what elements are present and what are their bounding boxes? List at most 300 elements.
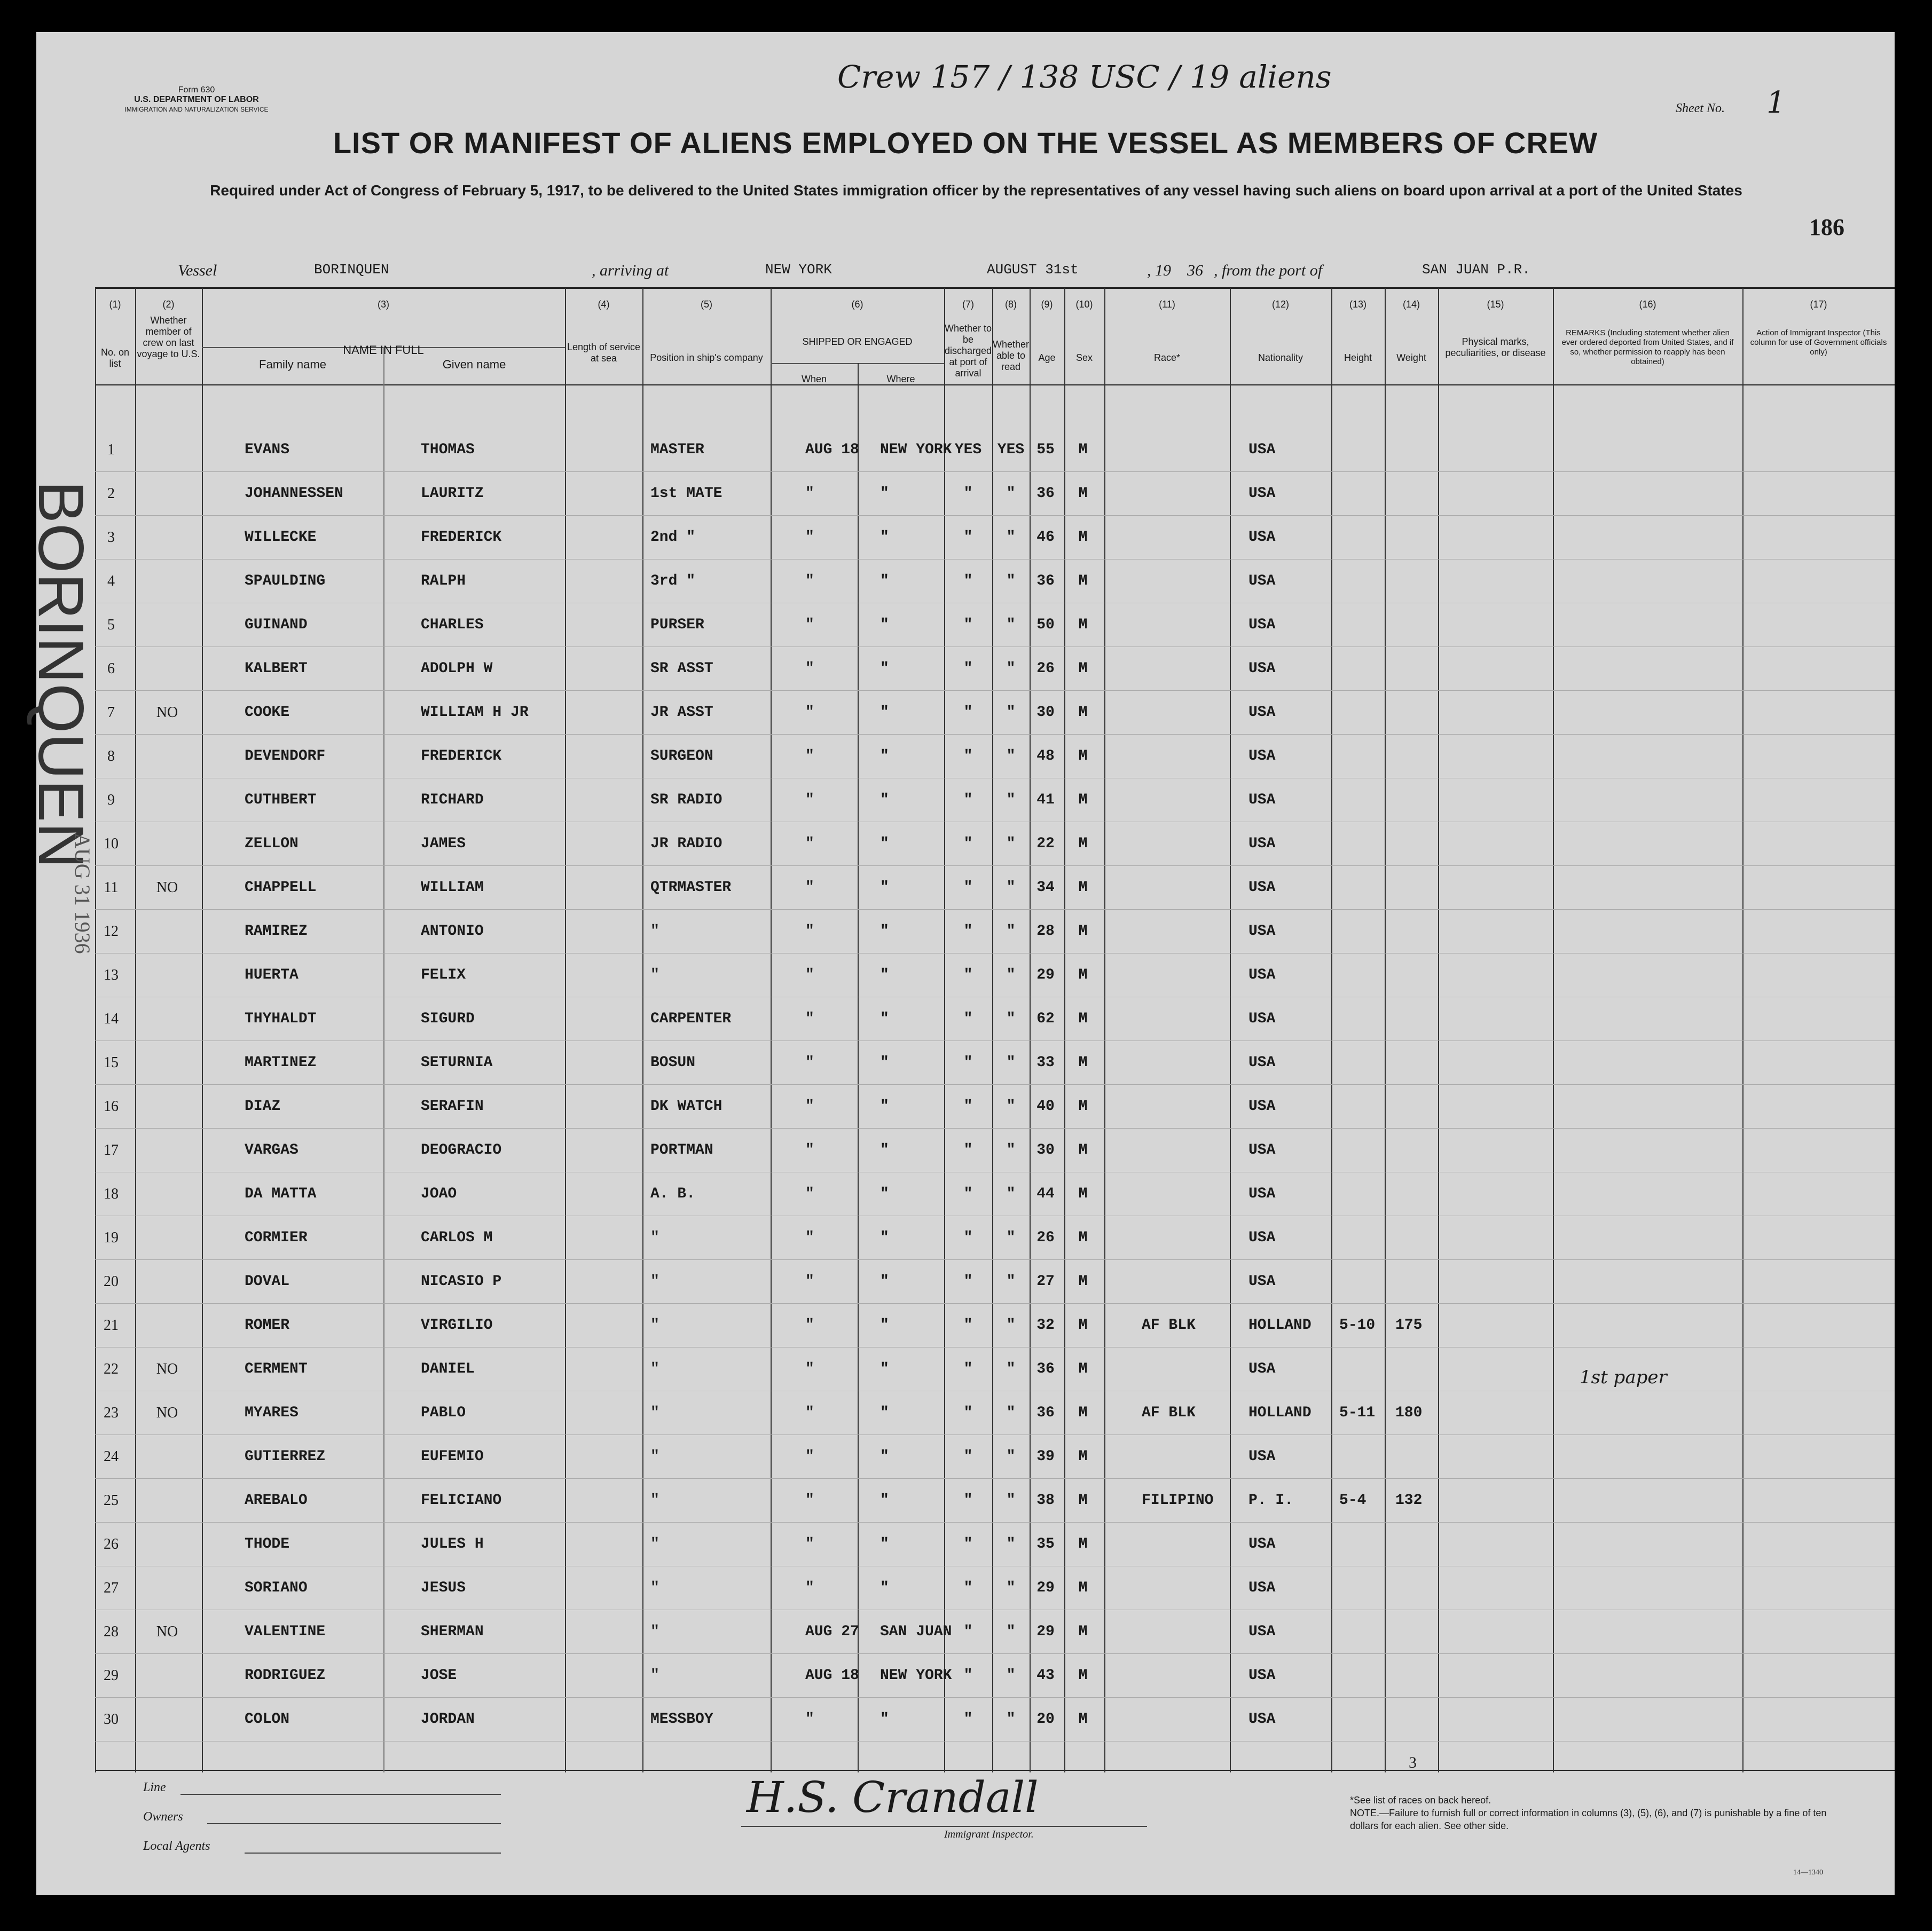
cell-family-name: GUINAND bbox=[245, 617, 308, 633]
cell-family-name: GUTIERREZ bbox=[245, 1448, 326, 1465]
table-row bbox=[36, 1218, 1895, 1260]
cell-sex: M bbox=[1078, 1492, 1088, 1509]
manifest-sheet bbox=[25, 32, 1895, 1895]
cell-age: 48 bbox=[1036, 748, 1055, 764]
cell-weight: 132 bbox=[1395, 1492, 1423, 1509]
cell-position: MESSBOY bbox=[650, 1711, 713, 1728]
cell-shipped-when: " bbox=[805, 1492, 814, 1509]
cell-shipped-where: " bbox=[880, 836, 889, 852]
cell-nationality: USA bbox=[1248, 836, 1276, 852]
cell-nationality: USA bbox=[1248, 485, 1276, 502]
cell-row-number: 5 bbox=[107, 617, 115, 633]
cell-given-name: JOAO bbox=[421, 1186, 457, 1202]
cell-nationality: USA bbox=[1248, 1054, 1276, 1071]
table-row bbox=[36, 999, 1895, 1042]
cell-shipped-where: " bbox=[880, 923, 889, 940]
cell-shipped-when: " bbox=[805, 485, 814, 502]
cell-given-name: FELICIANO bbox=[421, 1492, 502, 1509]
cell-row-number: 13 bbox=[104, 967, 119, 983]
row-rule bbox=[95, 734, 1895, 735]
cell-discharged: " bbox=[963, 485, 973, 502]
cell-shipped-when: AUG 18 bbox=[805, 442, 859, 458]
cell-given-name: WILLIAM bbox=[421, 879, 484, 896]
cell-row-number: 19 bbox=[104, 1229, 119, 1246]
cell-age: 50 bbox=[1036, 617, 1055, 633]
cell-shipped-where: " bbox=[880, 1405, 889, 1421]
cell-row-number: 30 bbox=[104, 1711, 119, 1728]
cell-row-number: 28 bbox=[104, 1623, 119, 1640]
cell-discharged: " bbox=[963, 792, 973, 808]
cell-given-name: PABLO bbox=[421, 1405, 466, 1421]
cell-shipped-when: AUG 27 bbox=[805, 1623, 859, 1640]
cell-family-name: CERMENT bbox=[245, 1361, 308, 1377]
cell-age: 28 bbox=[1036, 923, 1055, 940]
cell-able-to-read: " bbox=[1006, 1405, 1016, 1421]
cell-sex: M bbox=[1078, 748, 1088, 764]
arriving-port: NEW YORK bbox=[765, 262, 832, 278]
cell-discharged: " bbox=[963, 573, 973, 589]
cell-sex: M bbox=[1078, 1405, 1088, 1421]
cell-shipped-where: " bbox=[880, 573, 889, 589]
cell-position: SR ASST bbox=[650, 660, 713, 677]
cell-shipped-where: " bbox=[880, 704, 889, 721]
cell-shipped-when: " bbox=[805, 617, 814, 633]
cell-nationality: USA bbox=[1248, 879, 1276, 896]
arrival-year: 36 bbox=[1187, 262, 1203, 279]
page-subtitle: Required under Act of Congress of February 5, 1917, to be delivered to the United States immigration officer by the representatives of any vessel having such aliens on board upon arrival at a port of the United States bbox=[210, 182, 1742, 199]
cell-able-to-read: " bbox=[1006, 1492, 1016, 1509]
cell-shipped-when: " bbox=[805, 1405, 814, 1421]
vessel-name: BORINQUEN bbox=[314, 262, 389, 278]
col-num-17: (17) bbox=[1810, 299, 1827, 310]
cell-shipped-when: " bbox=[805, 1098, 814, 1115]
cell-nationality: USA bbox=[1248, 1580, 1276, 1596]
cell-family-name: CUTHBERT bbox=[245, 792, 317, 808]
cell-row-number: 24 bbox=[104, 1448, 119, 1465]
cell-row-number: 11 bbox=[104, 879, 119, 896]
footer-rule bbox=[180, 1794, 501, 1795]
col-num-15: (15) bbox=[1487, 299, 1504, 310]
cell-given-name: CHARLES bbox=[421, 617, 484, 633]
cell-given-name: JAMES bbox=[421, 836, 466, 852]
cell-row-number: 4 bbox=[107, 573, 115, 589]
cell-given-name: RICHARD bbox=[421, 792, 484, 808]
row-rule bbox=[95, 1128, 1895, 1129]
col-num-9: (9) bbox=[1041, 299, 1053, 310]
cell-discharged: " bbox=[963, 923, 973, 940]
table-row bbox=[36, 955, 1895, 998]
cell-able-to-read: " bbox=[1006, 1011, 1016, 1027]
cell-age: 22 bbox=[1036, 836, 1055, 852]
cell-row-number: 2 bbox=[107, 485, 115, 502]
cell-able-to-read: " bbox=[1006, 485, 1016, 502]
cell-given-name: ANTONIO bbox=[421, 923, 484, 940]
cell-shipped-where: " bbox=[880, 1361, 889, 1377]
inspector-signature: H.S. Crandall bbox=[747, 1772, 1039, 1822]
row-rule bbox=[95, 471, 1895, 472]
cell-shipped-when: " bbox=[805, 1361, 814, 1377]
cell-age: 36 bbox=[1036, 485, 1055, 502]
cell-discharged: " bbox=[963, 1492, 973, 1509]
cell-position: " bbox=[650, 1580, 659, 1596]
cell-sex: M bbox=[1078, 442, 1088, 458]
cell-family-name: ROMER bbox=[245, 1317, 290, 1334]
cell-shipped-when: " bbox=[805, 1186, 814, 1202]
cell-family-name: DOVAL bbox=[245, 1273, 290, 1290]
cell-shipped-where: " bbox=[880, 1054, 889, 1071]
cell-able-to-read: " bbox=[1006, 1667, 1016, 1684]
cell-position: " bbox=[650, 1229, 659, 1246]
cell-given-name: SERAFIN bbox=[421, 1098, 484, 1115]
table-row bbox=[36, 474, 1895, 516]
cell-position: " bbox=[650, 1492, 659, 1509]
cell-sex: M bbox=[1078, 879, 1088, 896]
penalty-note: NOTE.—Failure to furnish full or correct information in columns (3), (5), (6), and (7) is punishable by a fine of ten dollars for each alien. See other side. bbox=[1350, 1808, 1827, 1831]
cell-discharged: " bbox=[963, 660, 973, 677]
cell-nationality: HOLLAND bbox=[1248, 1405, 1311, 1421]
cell-row-number: 20 bbox=[104, 1273, 119, 1290]
cell-discharged: " bbox=[963, 1711, 973, 1728]
col-head-17: Action of Immigrant Inspector (This column for use of Government officials only) bbox=[1750, 328, 1887, 357]
table-row bbox=[36, 1612, 1895, 1654]
cell-discharged: " bbox=[963, 1142, 973, 1158]
races-note: *See list of races on back hereof. bbox=[1350, 1795, 1491, 1806]
vessel-stamp: BORINQUEN bbox=[25, 480, 97, 869]
cell-nationality: USA bbox=[1248, 1667, 1276, 1684]
cell-shipped-when: " bbox=[805, 1142, 814, 1158]
local-agents-label: Local Agents bbox=[143, 1839, 210, 1853]
cell-able-to-read: YES bbox=[997, 442, 1025, 458]
cell-discharged: " bbox=[963, 1580, 973, 1596]
cell-shipped-where: NEW YORK bbox=[880, 442, 952, 458]
row-rule bbox=[95, 865, 1895, 866]
cell-shipped-where: " bbox=[880, 879, 889, 896]
cell-nationality: P. I. bbox=[1248, 1492, 1294, 1509]
cell-weight: 175 bbox=[1395, 1317, 1423, 1334]
page-mark: 3 bbox=[1409, 1754, 1417, 1771]
cell-nationality: USA bbox=[1248, 1448, 1276, 1465]
table-row bbox=[36, 430, 1895, 472]
col-num-4: (4) bbox=[598, 299, 610, 310]
cell-nationality: USA bbox=[1248, 792, 1276, 808]
cell-family-name: VARGAS bbox=[245, 1142, 299, 1158]
department-name: U.S. DEPARTMENT OF LABOR bbox=[134, 95, 259, 104]
cell-nationality: USA bbox=[1248, 1098, 1276, 1115]
cell-nationality: USA bbox=[1248, 967, 1276, 983]
voyage-line bbox=[178, 262, 1726, 283]
col-num-12: (12) bbox=[1271, 299, 1289, 310]
page-number: 186 bbox=[1809, 214, 1844, 240]
cell-nationality: HOLLAND bbox=[1248, 1317, 1311, 1334]
cell-position: JR RADIO bbox=[650, 836, 722, 852]
row-rule bbox=[95, 1653, 1895, 1654]
cell-row-number: 14 bbox=[104, 1011, 119, 1027]
cell-shipped-when: " bbox=[805, 792, 814, 808]
col-num-8: (8) bbox=[1005, 299, 1017, 310]
table-row bbox=[36, 868, 1895, 910]
cell-discharged: " bbox=[963, 1361, 973, 1377]
cell-row-number: 3 bbox=[107, 529, 115, 546]
cell-nationality: USA bbox=[1248, 923, 1276, 940]
table-bottom-rule bbox=[95, 1770, 1895, 1771]
cell-shipped-when: " bbox=[805, 1011, 814, 1027]
cell-age: 36 bbox=[1036, 573, 1055, 589]
table-row bbox=[36, 1393, 1895, 1436]
cell-sex: M bbox=[1078, 1536, 1088, 1552]
cell-age: 36 bbox=[1036, 1361, 1055, 1377]
table-row bbox=[36, 736, 1895, 779]
col-head-3-given: Given name bbox=[442, 358, 506, 371]
row-rule bbox=[95, 1697, 1895, 1698]
cell-given-name: DANIEL bbox=[421, 1361, 475, 1377]
inspector-label: Immigrant Inspector. bbox=[944, 1828, 1034, 1840]
cell-shipped-when: " bbox=[805, 1448, 814, 1465]
cell-family-name: SORIANO bbox=[245, 1580, 308, 1596]
cell-row-number: 23 bbox=[104, 1405, 119, 1421]
col-head-6-when: When bbox=[801, 374, 827, 384]
cell-shipped-when: " bbox=[805, 1054, 814, 1071]
cell-nationality: USA bbox=[1248, 1273, 1276, 1290]
cell-family-name: COOKE bbox=[245, 704, 290, 721]
cell-sex: M bbox=[1078, 660, 1088, 677]
table-row bbox=[36, 692, 1895, 735]
cell-given-name: EUFEMIO bbox=[421, 1448, 484, 1465]
signature-rule bbox=[741, 1826, 1147, 1827]
cell-able-to-read: " bbox=[1006, 792, 1016, 808]
table-row bbox=[36, 1086, 1895, 1129]
cell-sex: M bbox=[1078, 529, 1088, 546]
table-row bbox=[36, 1699, 1895, 1742]
cell-shipped-when: " bbox=[805, 1580, 814, 1596]
cell-nationality: USA bbox=[1248, 1186, 1276, 1202]
cell-family-name: EVANS bbox=[245, 442, 290, 458]
cell-family-name: MYARES bbox=[245, 1405, 299, 1421]
cell-given-name: SIGURD bbox=[421, 1011, 475, 1027]
cell-nationality: USA bbox=[1248, 442, 1276, 458]
table-row bbox=[36, 911, 1895, 954]
cell-row-number: 12 bbox=[104, 923, 119, 940]
cell-shipped-where: NEW YORK bbox=[880, 1667, 952, 1684]
cell-height: 5-4 bbox=[1339, 1492, 1366, 1509]
cell-nationality: USA bbox=[1248, 1142, 1276, 1158]
cell-shipped-where: " bbox=[880, 529, 889, 546]
cell-family-name: KALBERT bbox=[245, 660, 308, 677]
cell-position: " bbox=[650, 967, 659, 983]
cell-height: 5-11 bbox=[1339, 1405, 1376, 1421]
cell-row-number: 27 bbox=[104, 1580, 119, 1596]
cell-row-number: 15 bbox=[104, 1054, 119, 1071]
cell-discharged: " bbox=[963, 1667, 973, 1684]
date-stamp: AUG 31 1936 bbox=[70, 833, 95, 954]
row-rule bbox=[95, 1478, 1895, 1479]
row-rule bbox=[95, 1259, 1895, 1260]
cell-able-to-read: " bbox=[1006, 967, 1016, 983]
cell-prev-voyage: NO bbox=[156, 1405, 178, 1421]
col-num-6: (6) bbox=[851, 299, 863, 310]
cell-shipped-where: " bbox=[880, 1011, 889, 1027]
cell-able-to-read: " bbox=[1006, 1317, 1016, 1334]
table-row bbox=[36, 649, 1895, 691]
cell-family-name: THYHALDT bbox=[245, 1011, 317, 1027]
from-port: SAN JUAN P.R. bbox=[1422, 262, 1530, 278]
cell-age: 29 bbox=[1036, 967, 1055, 983]
cell-nationality: USA bbox=[1248, 1361, 1276, 1377]
cell-nationality: USA bbox=[1248, 1623, 1276, 1640]
cell-sex: M bbox=[1078, 1011, 1088, 1027]
cell-given-name: VIRGILIO bbox=[421, 1317, 493, 1334]
cell-position: PURSER bbox=[650, 617, 704, 633]
cell-able-to-read: " bbox=[1006, 1273, 1016, 1290]
col-num-1: (1) bbox=[109, 299, 121, 310]
owners-label: Owners bbox=[143, 1810, 183, 1824]
cell-discharged: " bbox=[963, 967, 973, 983]
cell-given-name: WILLIAM H JR bbox=[421, 704, 529, 721]
cell-position: 2nd " bbox=[650, 529, 696, 546]
cell-able-to-read: " bbox=[1006, 1054, 1016, 1071]
col-num-13: (13) bbox=[1349, 299, 1366, 310]
table-row bbox=[36, 561, 1895, 604]
cell-age: 36 bbox=[1036, 1405, 1055, 1421]
cell-row-number: 25 bbox=[104, 1492, 119, 1509]
cell-prev-voyage: NO bbox=[156, 704, 178, 721]
cell-position: " bbox=[650, 1361, 659, 1377]
cell-position: DK WATCH bbox=[650, 1098, 722, 1115]
cell-able-to-read: " bbox=[1006, 923, 1016, 940]
cell-discharged: " bbox=[963, 748, 973, 764]
cell-given-name: SETURNIA bbox=[421, 1054, 493, 1071]
cell-age: 35 bbox=[1036, 1536, 1055, 1552]
cell-sex: M bbox=[1078, 1711, 1088, 1728]
cell-race: FILIPINO bbox=[1142, 1492, 1214, 1509]
cell-sex: M bbox=[1078, 967, 1088, 983]
cell-family-name: JOHANNESSEN bbox=[245, 485, 343, 502]
cell-nationality: USA bbox=[1248, 529, 1276, 546]
table-row bbox=[36, 1043, 1895, 1085]
cell-given-name: CARLOS M bbox=[421, 1229, 493, 1246]
cell-given-name: THOMAS bbox=[421, 442, 475, 458]
cell-position: " bbox=[650, 1448, 659, 1465]
cell-family-name: WILLECKE bbox=[245, 529, 317, 546]
cell-discharged: " bbox=[963, 1448, 973, 1465]
cell-family-name: AREBALO bbox=[245, 1492, 308, 1509]
cell-able-to-read: " bbox=[1006, 529, 1016, 546]
cell-shipped-when: " bbox=[805, 529, 814, 546]
row-rule bbox=[95, 690, 1895, 691]
cell-position: PORTMAN bbox=[650, 1142, 713, 1158]
header-bottom-rule bbox=[95, 384, 1895, 385]
cell-row-number: 6 bbox=[107, 660, 115, 677]
cell-discharged: " bbox=[963, 1229, 973, 1246]
col-num-11: (11) bbox=[1159, 299, 1175, 310]
cell-age: 34 bbox=[1036, 879, 1055, 896]
cell-shipped-when: " bbox=[805, 879, 814, 896]
cell-row-number: 7 bbox=[107, 704, 115, 721]
cell-family-name: CHAPPELL bbox=[245, 879, 317, 896]
cell-sex: M bbox=[1078, 1273, 1088, 1290]
cell-row-number: 1 bbox=[107, 442, 115, 458]
cell-family-name: ZELLON bbox=[245, 836, 299, 852]
cell-discharged: " bbox=[963, 1098, 973, 1115]
cell-row-number: 21 bbox=[104, 1317, 119, 1334]
cell-sex: M bbox=[1078, 836, 1088, 852]
cell-sex: M bbox=[1078, 1361, 1088, 1377]
table-row bbox=[36, 780, 1895, 823]
cell-family-name: DIAZ bbox=[245, 1098, 281, 1115]
cell-row-number: 10 bbox=[104, 836, 119, 852]
col-head-15: Physical marks, peculiarities, or disease bbox=[1445, 336, 1546, 358]
cell-family-name: DA MATTA bbox=[245, 1186, 317, 1202]
remarks-row-23: 1st paper bbox=[1580, 1367, 1667, 1388]
table-row bbox=[36, 1437, 1895, 1479]
page-title: LIST OR MANIFEST OF ALIENS EMPLOYED ON THE VESSEL AS MEMBERS OF CREW bbox=[333, 126, 1598, 160]
row-rule bbox=[95, 1522, 1895, 1523]
col-num-7: (7) bbox=[962, 299, 974, 310]
cell-discharged: " bbox=[963, 1317, 973, 1334]
cell-discharged: " bbox=[963, 1011, 973, 1027]
cell-race: AF BLK bbox=[1142, 1405, 1196, 1421]
cell-position: " bbox=[650, 923, 659, 940]
cell-position: " bbox=[650, 1623, 659, 1640]
cell-sex: M bbox=[1078, 1448, 1088, 1465]
form-number: Form 630 bbox=[178, 85, 215, 94]
cell-family-name: COLON bbox=[245, 1711, 290, 1728]
col-num-5: (5) bbox=[701, 299, 712, 310]
cell-position: 3rd " bbox=[650, 573, 696, 589]
cell-position: " bbox=[650, 1536, 659, 1552]
cell-age: 30 bbox=[1036, 1142, 1055, 1158]
cell-sex: M bbox=[1078, 792, 1088, 808]
cell-sex: M bbox=[1078, 485, 1088, 502]
service-name: IMMIGRATION AND NATURALIZATION SERVICE bbox=[124, 106, 269, 113]
cell-position: QTRMASTER bbox=[650, 879, 732, 896]
cell-age: 39 bbox=[1036, 1448, 1055, 1465]
cell-shipped-where: " bbox=[880, 748, 889, 764]
cell-age: 29 bbox=[1036, 1623, 1055, 1640]
cell-given-name: ADOLPH W bbox=[421, 660, 493, 677]
col-head-4: Length of service at sea bbox=[567, 342, 641, 364]
print-code: 14—1340 bbox=[1793, 1869, 1823, 1877]
cell-weight: 180 bbox=[1395, 1405, 1423, 1421]
cell-given-name: LAURITZ bbox=[421, 485, 484, 502]
cell-age: 29 bbox=[1036, 1580, 1055, 1596]
cell-position: " bbox=[650, 1405, 659, 1421]
cell-position: CARPENTER bbox=[650, 1011, 732, 1027]
cell-able-to-read: " bbox=[1006, 617, 1016, 633]
cell-position: " bbox=[650, 1317, 659, 1334]
cell-sex: M bbox=[1078, 1142, 1088, 1158]
col-head-7: Whether to be discharged at port of arrival bbox=[944, 323, 992, 379]
col-num-2: (2) bbox=[162, 299, 175, 310]
cell-nationality: USA bbox=[1248, 704, 1276, 721]
cell-shipped-when: " bbox=[805, 1273, 814, 1290]
cell-age: 38 bbox=[1036, 1492, 1055, 1509]
cell-discharged: " bbox=[963, 704, 973, 721]
cell-discharged: " bbox=[963, 1623, 973, 1640]
col-head-2: Whether member of crew on last voyage to U.S. bbox=[137, 315, 200, 359]
col-head-8: Whether able to read bbox=[992, 339, 1030, 372]
col-head-3-family: Family name bbox=[259, 358, 326, 371]
row-rule bbox=[95, 1084, 1895, 1085]
cell-able-to-read: " bbox=[1006, 1448, 1016, 1465]
cell-family-name: SPAULDING bbox=[245, 573, 326, 589]
col-head-12: Nationality bbox=[1258, 352, 1303, 363]
cell-position: SR RADIO bbox=[650, 792, 722, 808]
cell-able-to-read: " bbox=[1006, 1623, 1016, 1640]
from-label: , from the port of bbox=[1214, 262, 1323, 279]
cell-row-number: 17 bbox=[104, 1142, 119, 1158]
cell-nationality: USA bbox=[1248, 1229, 1276, 1246]
cell-sex: M bbox=[1078, 1623, 1088, 1640]
